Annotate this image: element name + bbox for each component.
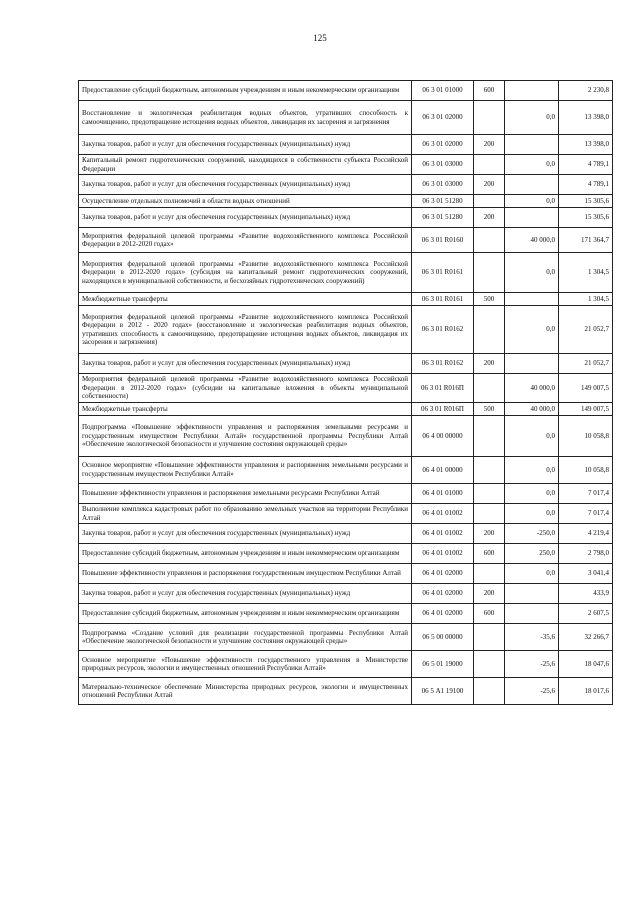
page-number: 125 — [313, 33, 327, 43]
amount-total-cell: 18 047,6 — [559, 651, 613, 678]
expense-type-code-cell: 500 — [474, 293, 505, 306]
amount-total-cell: 7 017,4 — [559, 503, 613, 523]
expense-type-code-cell — [474, 483, 505, 503]
target-article-code-cell: 06 3 01 R0160 — [412, 228, 474, 253]
expense-type-code-cell: 600 — [474, 604, 505, 624]
amount-change-cell: 0,0 — [505, 456, 559, 483]
table-row — [79, 584, 613, 604]
target-article-code-cell: 06 3 01 03000 — [412, 175, 474, 195]
table-row — [79, 483, 613, 503]
amount-change-cell: -25,6 — [505, 651, 559, 678]
amount-change-cell: 0,0 — [505, 253, 559, 293]
table-row — [79, 208, 613, 228]
amount-total-cell: 433,9 — [559, 584, 613, 604]
table-row — [79, 374, 613, 403]
amount-total-cell: 171 364,7 — [559, 228, 613, 253]
target-article-code-cell: 06 3 01 02000 — [412, 135, 474, 155]
amount-total-cell: 10 058,8 — [559, 415, 613, 456]
amount-change-cell — [505, 135, 559, 155]
table-row — [79, 228, 613, 253]
amount-change-cell: 40 000,0 — [505, 402, 559, 415]
amount-change-cell: 0,0 — [505, 155, 559, 175]
target-article-code-cell: 06 5 00 00000 — [412, 624, 474, 651]
expense-name-cell: Капитальный ремонт гидротехнических сооружений, находящихся в собственности субъекта Российской Федерации — [79, 155, 412, 175]
expense-name-cell: Подпрограмма «Повышение эффективности управления и распоряжения земельными ресурсами и государственным имуществом Республики Алтай» государственной программы Республики Алтай «Обеспечение экологической безопасности и улучшение состояния окружающей среды» — [79, 415, 412, 456]
amount-change-cell: -250,0 — [505, 524, 559, 544]
amount-total-cell: 149 007,5 — [559, 374, 613, 403]
table-row — [79, 415, 613, 456]
table-row — [79, 101, 613, 135]
amount-change-cell: 0,0 — [505, 564, 559, 584]
amount-total-cell: 21 052,7 — [559, 354, 613, 374]
target-article-code-cell: 06 4 00 00000 — [412, 415, 474, 456]
expense-name-cell: Закупка товаров, работ и услуг для обеспечения государственных (муниципальных) нужд — [79, 584, 412, 604]
target-article-code-cell: 06 5 А1 19100 — [412, 678, 474, 705]
expense-name-cell: Межбюджетные трансферты — [79, 402, 412, 415]
amount-change-cell: 0,0 — [505, 195, 559, 208]
amount-change-cell: -35,6 — [505, 624, 559, 651]
amount-change-cell: 0,0 — [505, 101, 559, 135]
amount-change-cell — [505, 175, 559, 195]
expense-name-cell: Повышение эффективности управления и распоряжения государственным имуществом Республики Алтай — [79, 564, 412, 584]
expense-type-code-cell — [474, 678, 505, 705]
amount-change-cell: 250,0 — [505, 544, 559, 564]
target-article-code-cell: 06 3 01 R0162 — [412, 354, 474, 374]
expense-type-code-cell — [474, 253, 505, 293]
expense-type-code-cell — [474, 374, 505, 403]
expense-type-code-cell — [474, 101, 505, 135]
table-row — [79, 456, 613, 483]
amount-change-cell: 0,0 — [505, 415, 559, 456]
target-article-code-cell: 06 4 01 01002 — [412, 544, 474, 564]
expense-name-cell: Основное мероприятие «Повышение эффективности государственного управления в Министерстве природных ресурсов, экологии и имущественных отношений Республики Алтай» — [79, 651, 412, 678]
expense-name-cell: Мероприятия федеральной целевой программы «Развитие водохозяйственного комплекса Российской Федерации в 2012 - 2020 годах» (восстановление и экологическая реабилитация водных объектов, утративших способность к самоочищению, предотвращение истощения водных объектов, ликвидация их засорения и загрязнения) — [79, 306, 412, 354]
expense-name-cell: Осуществление отдельных полномочий в области водных отношений — [79, 195, 412, 208]
target-article-code-cell: 06 3 01 R016П — [412, 402, 474, 415]
amount-total-cell: 4 789,1 — [559, 155, 613, 175]
expense-type-code-cell — [474, 155, 505, 175]
expense-type-code-cell: 200 — [474, 584, 505, 604]
amount-change-cell — [505, 81, 559, 101]
table-row — [79, 155, 613, 175]
amount-change-cell: 40 000,0 — [505, 374, 559, 403]
target-article-code-cell: 06 3 01 R0162 — [412, 306, 474, 354]
table-row — [79, 624, 613, 651]
expense-type-code-cell: 600 — [474, 544, 505, 564]
target-article-code-cell: 06 3 01 01000 — [412, 81, 474, 101]
expense-type-code-cell — [474, 564, 505, 584]
amount-total-cell: 15 305,6 — [559, 208, 613, 228]
expense-type-code-cell — [474, 195, 505, 208]
expense-type-code-cell — [474, 624, 505, 651]
expense-name-cell: Мероприятия федеральной целевой программы «Развитие водохозяйственного комплекса Российской Федерации в 2012-2020 годах» — [79, 228, 412, 253]
amount-total-cell: 21 052,7 — [559, 306, 613, 354]
amount-change-cell — [505, 584, 559, 604]
target-article-code-cell: 06 3 01 51280 — [412, 195, 474, 208]
expense-type-code-cell: 200 — [474, 524, 505, 544]
amount-change-cell — [505, 208, 559, 228]
amount-change-cell: -25,6 — [505, 678, 559, 705]
target-article-code-cell: 06 3 01 R0161 — [412, 293, 474, 306]
expense-type-code-cell: 500 — [474, 402, 505, 415]
amount-total-cell: 2 798,0 — [559, 544, 613, 564]
table-row — [79, 564, 613, 584]
amount-total-cell: 2 607,5 — [559, 604, 613, 624]
amount-total-cell: 10 058,8 — [559, 456, 613, 483]
amount-change-cell: 0,0 — [505, 483, 559, 503]
target-article-code-cell: 06 3 01 R016П — [412, 374, 474, 403]
target-article-code-cell: 06 4 01 01002 — [412, 503, 474, 523]
amount-change-cell: 40 000,0 — [505, 228, 559, 253]
table-row — [79, 604, 613, 624]
target-article-code-cell: 06 4 01 02000 — [412, 584, 474, 604]
expense-name-cell: Закупка товаров, работ и услуг для обеспечения государственных (муниципальных) нужд — [79, 354, 412, 374]
target-article-code-cell: 06 3 01 03000 — [412, 155, 474, 175]
expense-name-cell: Межбюджетные трансферты — [79, 293, 412, 306]
expense-name-cell: Закупка товаров, работ и услуг для обеспечения государственных (муниципальных) нужд — [79, 208, 412, 228]
table-row — [79, 354, 613, 374]
amount-change-cell — [505, 604, 559, 624]
expense-type-code-cell — [474, 503, 505, 523]
amount-total-cell: 13 398,0 — [559, 101, 613, 135]
amount-total-cell: 3 041,4 — [559, 564, 613, 584]
target-article-code-cell: 06 5 01 19000 — [412, 651, 474, 678]
amount-total-cell: 149 007,5 — [559, 402, 613, 415]
amount-total-cell: 2 230,8 — [559, 81, 613, 101]
amount-total-cell: 18 017,6 — [559, 678, 613, 705]
budget-table — [78, 80, 613, 705]
expense-type-code-cell: 600 — [474, 81, 505, 101]
expense-name-cell: Закупка товаров, работ и услуг для обеспечения государственных (муниципальных) нужд — [79, 175, 412, 195]
expense-type-code-cell — [474, 456, 505, 483]
target-article-code-cell: 06 4 01 01000 — [412, 483, 474, 503]
target-article-code-cell: 06 4 01 02000 — [412, 564, 474, 584]
table-row — [79, 524, 613, 544]
expense-type-code-cell — [474, 415, 505, 456]
amount-total-cell: 7 017,4 — [559, 483, 613, 503]
expense-name-cell: Мероприятия федеральной целевой программы «Развитие водохозяйственного комплекса Российской Федерации в 2012-2020 годах» (субсидия на капитальный ремонт гидротехнических сооружений, находящихся в муниципальной собственности, и бесхозяйных гидротехнических сооружений) — [79, 253, 412, 293]
expense-type-code-cell — [474, 306, 505, 354]
amount-change-cell: 0,0 — [505, 306, 559, 354]
table-row — [79, 544, 613, 564]
target-article-code-cell: 06 4 01 00000 — [412, 456, 474, 483]
table-row — [79, 402, 613, 415]
expense-name-cell: Предоставление субсидий бюджетным, автономным учреждениям и иным некоммерческим организациям — [79, 81, 412, 101]
amount-total-cell: 1 304,5 — [559, 293, 613, 306]
expense-name-cell: Восстановление и экологическая реабилитация водных объектов, утративших способность к самоочищению, предотвращение истощения водных объектов, ликвидация их засорения и загрязнения — [79, 101, 412, 135]
target-article-code-cell: 06 4 01 01002 — [412, 524, 474, 544]
expense-name-cell: Закупка товаров, работ и услуг для обеспечения государственных (муниципальных) нужд — [79, 135, 412, 155]
expense-name-cell: Повышение эффективности управления и распоряжения земельными ресурсами Республики Алтай — [79, 483, 412, 503]
expense-name-cell: Предоставление субсидий бюджетным, автономным учреждениям и иным некоммерческим организациям — [79, 544, 412, 564]
table-row — [79, 651, 613, 678]
expense-name-cell: Предоставление субсидий бюджетным, автономным учреждениям и иным некоммерческим организациям — [79, 604, 412, 624]
amount-change-cell — [505, 354, 559, 374]
table-row — [79, 195, 613, 208]
table-row — [79, 306, 613, 354]
table-row — [79, 175, 613, 195]
expense-type-code-cell: 200 — [474, 354, 505, 374]
expense-name-cell: Основное мероприятие «Повышение эффективности управления и распоряжения земельными ресурсами и государственным имуществом Республики Алтай» — [79, 456, 412, 483]
amount-total-cell: 4 219,4 — [559, 524, 613, 544]
amount-total-cell: 15 305,6 — [559, 195, 613, 208]
table-row — [79, 503, 613, 523]
amount-change-cell: 0,0 — [505, 503, 559, 523]
amount-total-cell: 13 398,0 — [559, 135, 613, 155]
amount-total-cell: 4 789,1 — [559, 175, 613, 195]
expense-type-code-cell: 200 — [474, 135, 505, 155]
amount-total-cell: 1 304,5 — [559, 253, 613, 293]
expense-type-code-cell: 200 — [474, 208, 505, 228]
expense-name-cell: Материально-техническое обеспечение Министерства природных ресурсов, экологии и имущественных отношений Республики Алтай — [79, 678, 412, 705]
table-row — [79, 253, 613, 293]
table-row — [79, 135, 613, 155]
amount-change-cell — [505, 293, 559, 306]
table-row — [79, 81, 613, 101]
target-article-code-cell: 06 4 01 02000 — [412, 604, 474, 624]
expense-name-cell: Выполнение комплекса кадастровых работ по образованию земельных участков на территории Республики Алтай — [79, 503, 412, 523]
target-article-code-cell: 06 3 01 R0161 — [412, 253, 474, 293]
table-row — [79, 293, 613, 306]
amount-total-cell: 32 266,7 — [559, 624, 613, 651]
table-row — [79, 678, 613, 705]
target-article-code-cell: 06 3 01 51280 — [412, 208, 474, 228]
expense-name-cell: Подпрограмма «Создание условий для реализации государственной программы Республики Алтай «Обеспечение экологической безопасности и улучшение состояния окружающей среды» — [79, 624, 412, 651]
target-article-code-cell: 06 3 01 02000 — [412, 101, 474, 135]
expense-type-code-cell — [474, 228, 505, 253]
expense-name-cell: Закупка товаров, работ и услуг для обеспечения государственных (муниципальных) нужд — [79, 524, 412, 544]
expense-type-code-cell — [474, 651, 505, 678]
budget-table-body — [79, 81, 613, 705]
expense-type-code-cell: 200 — [474, 175, 505, 195]
expense-name-cell: Мероприятия федеральной целевой программы «Развитие водохозяйственного комплекса Российской Федерации в 2012-2020 годах» (субсидии на капитальные вложения в объекты муниципальной собственности) — [79, 374, 412, 403]
